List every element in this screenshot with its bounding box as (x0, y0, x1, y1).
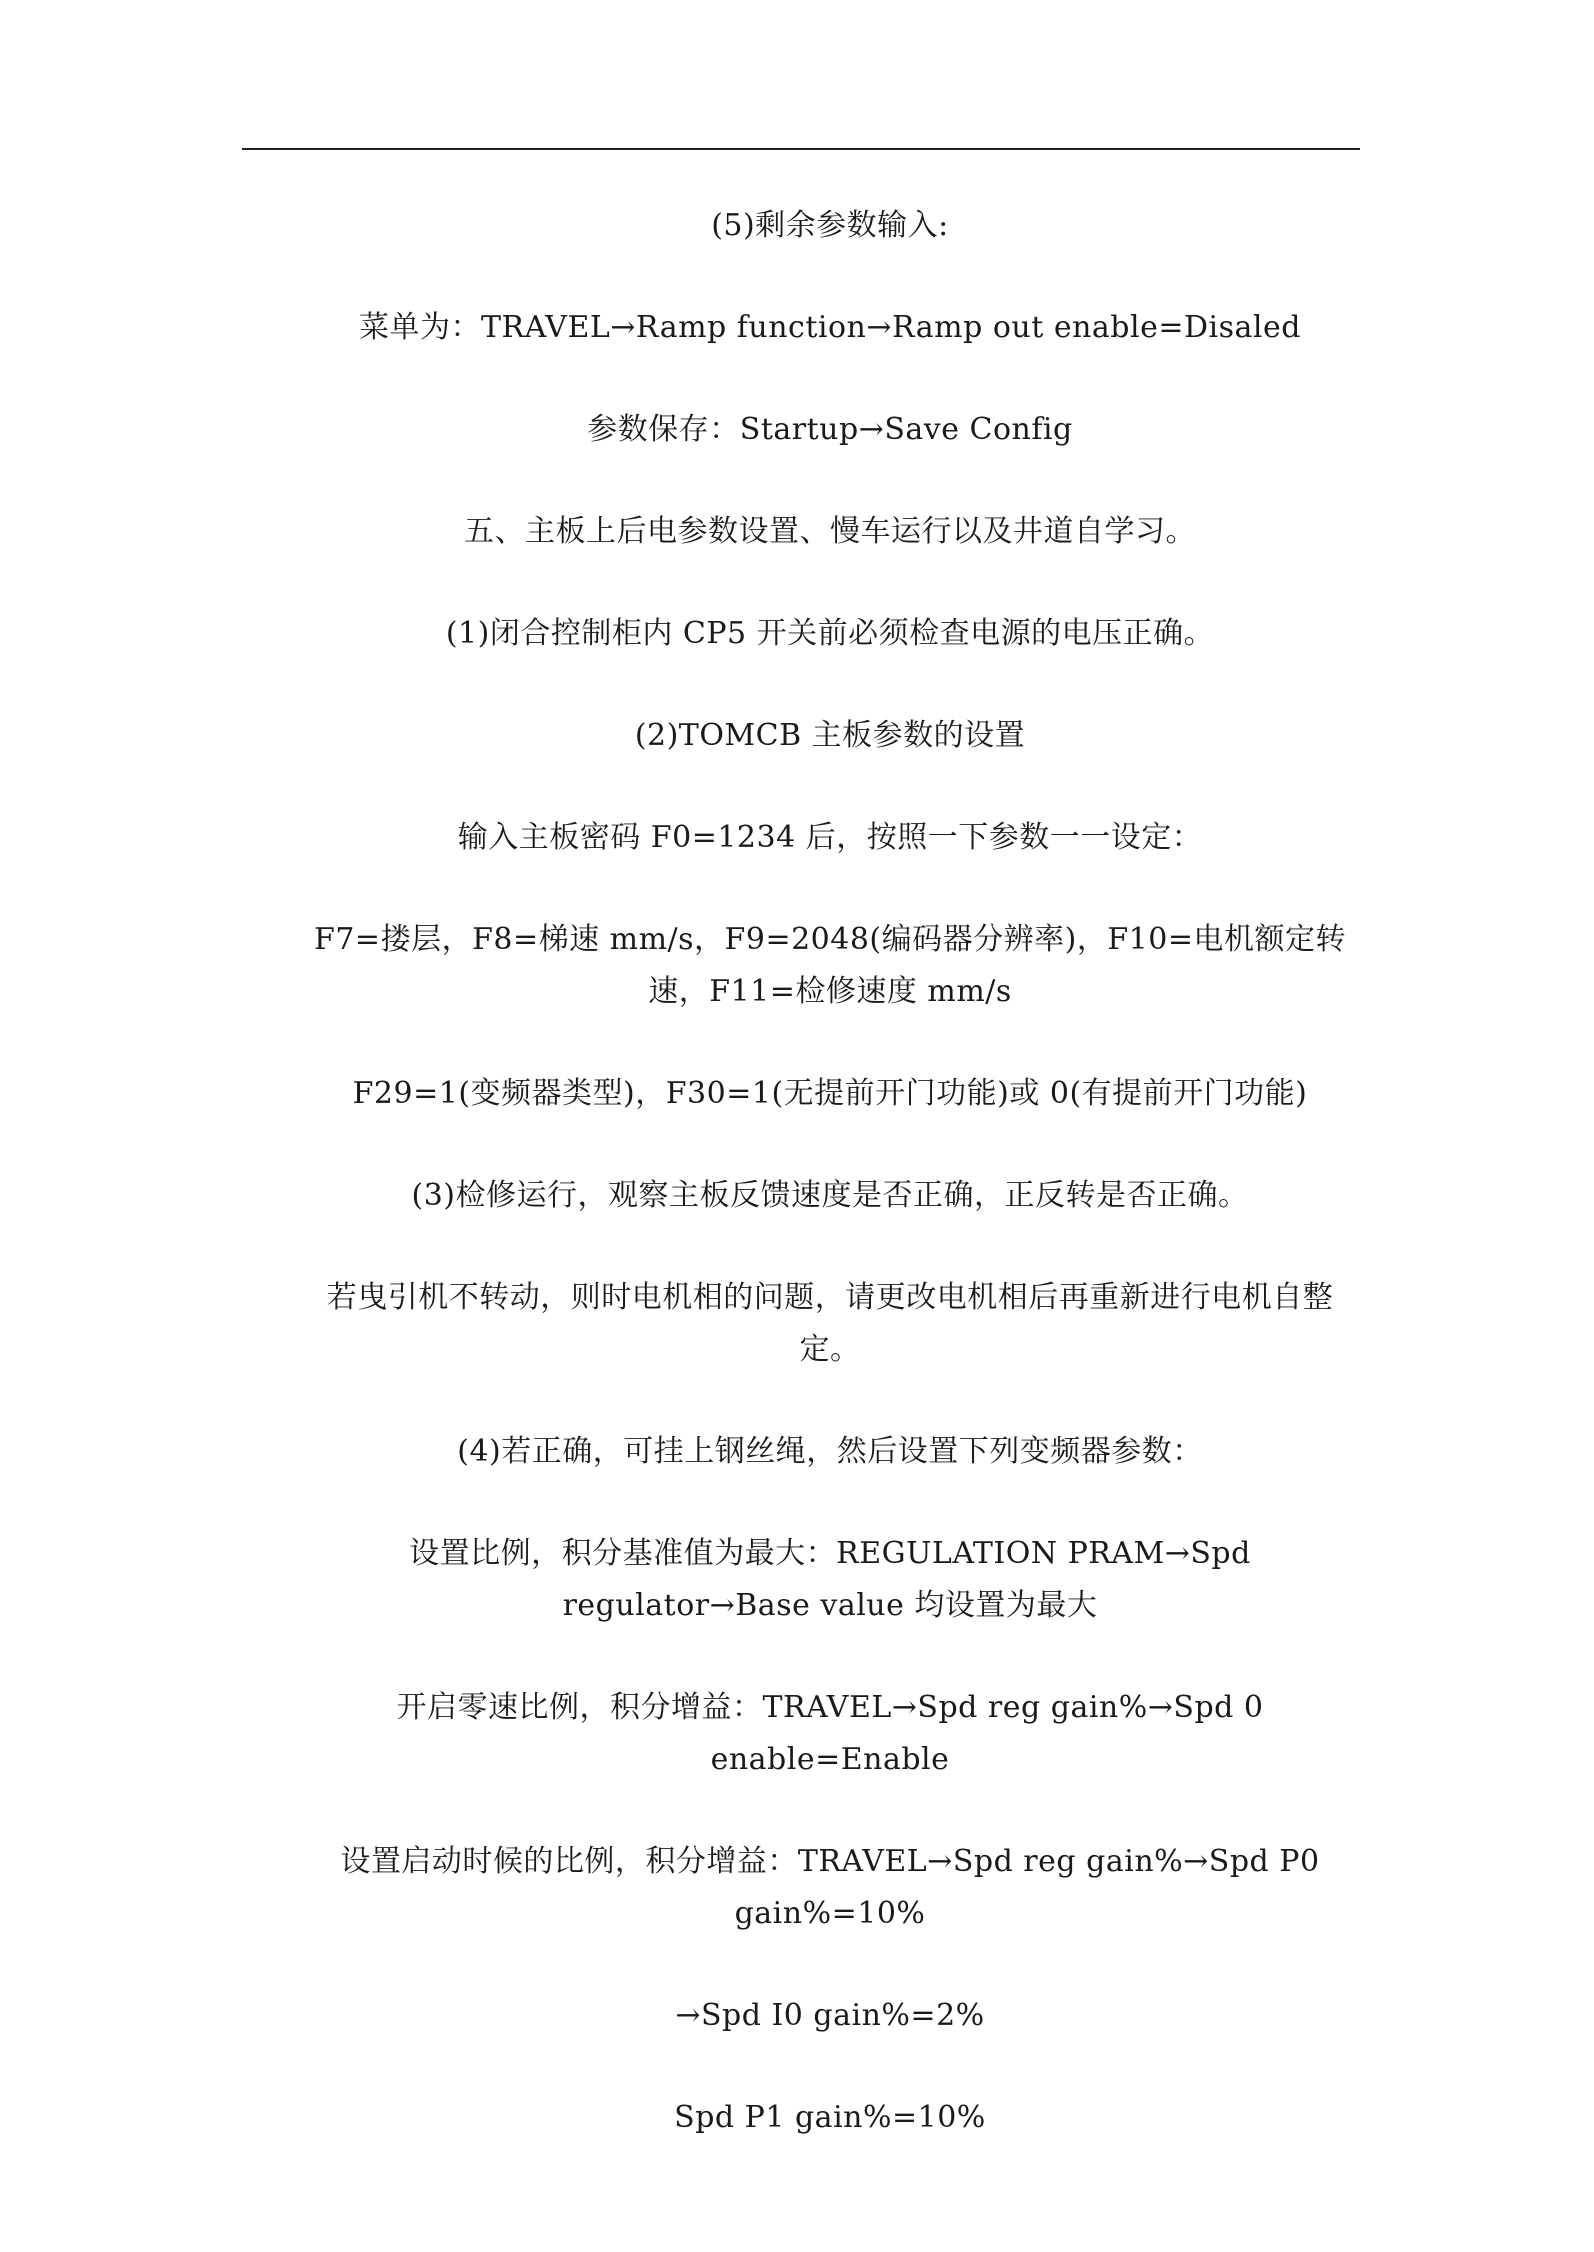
paragraph-save-config: 参数保存：Startup→Save Config (587, 412, 1073, 447)
paragraph-step-3: (3)检修运行，观察主板反馈速度是否正确，正反转是否正确。 (411, 1178, 1249, 1213)
paragraph-step-2: (2)TOMCB 主板参数的设置 (634, 718, 1026, 753)
paragraph-ramp-menu: 菜单为：TRAVEL→Ramp function→Ramp out enable=Disaled (359, 310, 1301, 345)
document-body (300, 200, 1360, 2144)
paragraph-f29-f30: F29=1(变频器类型)，F30=1(无提前开门功能)或 0(有提前开门功能) (352, 1076, 1308, 1111)
paragraph-base-value: 设置比例，积分基准值为最大：REGULATION PRAM→Spd regulator→Base value 均设置为最大 (409, 1536, 1251, 1623)
paragraph-step-4: (4)若正确，可挂上钢丝绳，然后设置下列变频器参数： (457, 1434, 1203, 1469)
paragraph-step-1: (1)闭合控制柜内 CP5 开关前必须检查电源的电压正确。 (445, 616, 1215, 651)
paragraph-f7-f11: F7=搂层，F8=梯速 mm/s，F9=2048(编码器分辨率)，F10=电机额定转速，F11=检修速度 mm/s (314, 922, 1346, 1009)
section-heading-five: 五、主板上后电参数设置、慢车运行以及井道自学习。 (464, 514, 1196, 549)
paragraph-zero-speed: 开启零速比例，积分增益：TRAVEL→Spd reg gain%→Spd 0 enable=Enable (396, 1690, 1264, 1777)
header-rule (242, 148, 1360, 150)
paragraph-spd-p1: Spd P1 gain%=10% (674, 2100, 986, 2135)
paragraph-spd-i0: →Spd I0 gain%=2% (675, 1998, 985, 2033)
paragraph-password: 输入主板密码 F0=1234 后，按照一下参数一一设定： (457, 820, 1203, 855)
paragraph-remaining-params: (5)剩余参数输入: (711, 208, 949, 243)
paragraph-motor-phase: 若曳引机不转动，则时电机相的问题，请更改电机相后再重新进行电机自整定。 (326, 1280, 1334, 1367)
paragraph-startup-gain: 设置启动时候的比例，积分增益：TRAVEL→Spd reg gain%→Spd P0 gain%=10% (340, 1844, 1320, 1931)
